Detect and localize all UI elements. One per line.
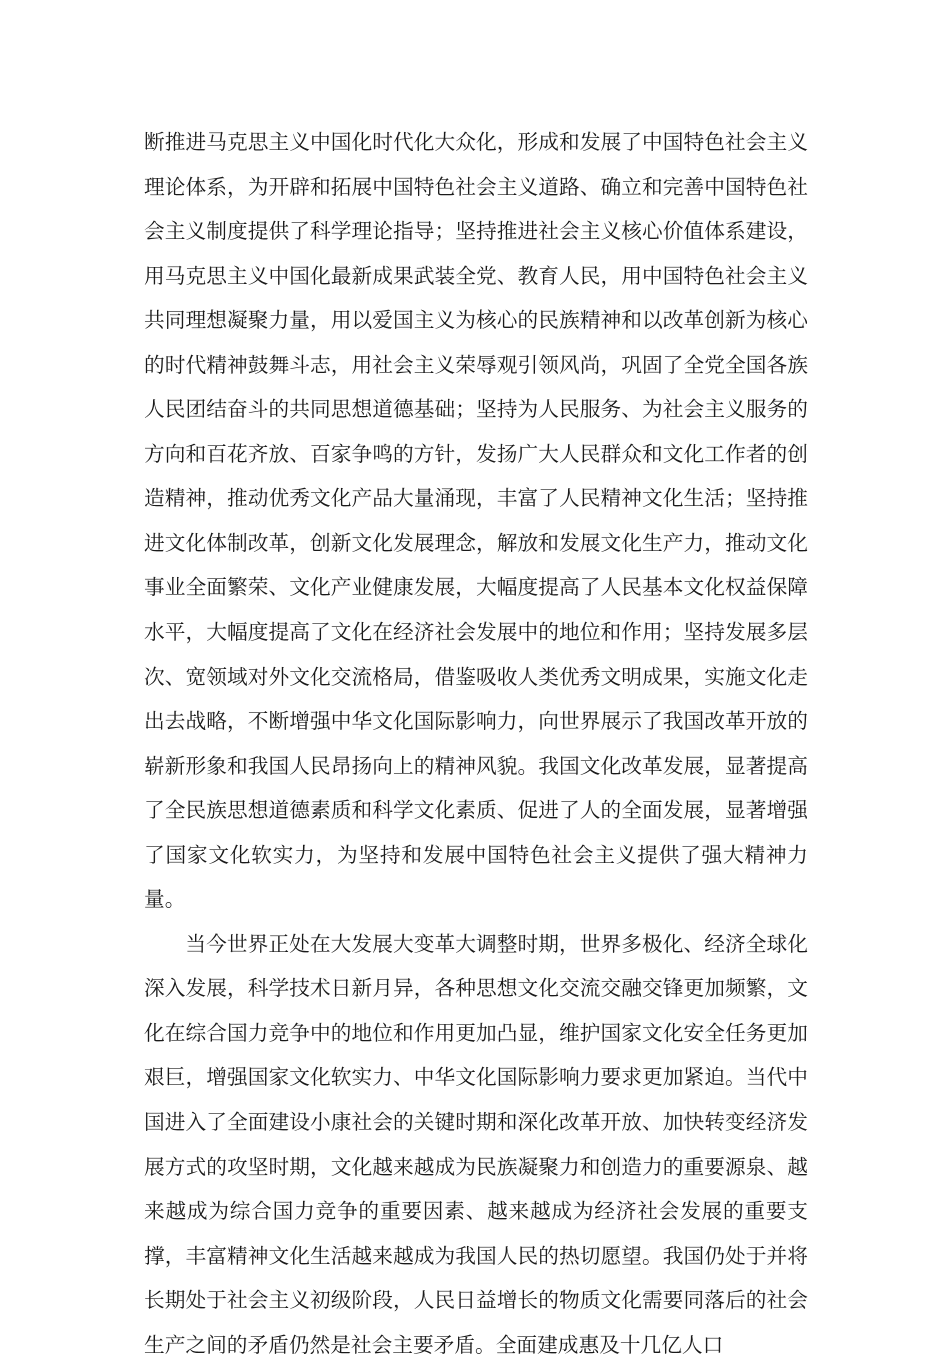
paragraph-1: 断推进马克思主义中国化时代化大众化，形成和发展了中国特色社会主义理论体系，为开辟和拓展中国特色社会主义道路、确立和完善中国特色社会主义制度提供了科学理论指导；坚持推进社会主义核心价值体系建设，用马克思主义中国化最新成果武装全党、教育人民，用中国特色社会主义共同理想凝聚力量，用以爱国主义为核心的民族精神和以改革创新为核心的时代精神鼓舞斗志，用社会主义荣辱观引领风尚，巩固了全党全国各族人民团结奋斗的共同思想道德基础；坚持为人民服务、为社会主义服务的方向和百花齐放、百家争鸣的方针，发扬广大人民群众和文化工作者的创造精神，推动优秀文化产品大量涌现，丰富了人民精神文化生活；坚持推进文化体制改革，创新文化发展理念，解放和发展文化生产力，推动文化事业全面繁荣、文化产业健康发展，大幅度提高了人民基本文化权益保障水平，大幅度提高了文化在经济社会发展中的地位和作用；坚持发展多层次、宽领域对外文化交流格局，借鉴吸收人类优秀文明成果，实施文化走出去战略，不断增强中华文化国际影响力，向世界展示了我国改革开放的崭新形象和我国人民昂扬向上的精神风貌。我国文化改革发展，显著提高了全民族思想道德素质和科学文化素质、促进了人的全面发展，显著增强了国家文化软实力，为坚持和发展中国特色社会主义提供了强大精神力量。 — [144, 130, 808, 912]
paragraph-2: 当今世界正处在大发展大变革大调整时期，世界多极化、经济全球化深入发展，科学技术日新月异，各种思想文化交流交融交锋更加频繁，文化在综合国力竞争中的地位和作用更加凸显，维护国家文化安全任务更加艰巨，增强国家文化软实力、中华文化国际影响力要求更加紧迫。当代中国进入了全面建设小康社会的关键时期和深化改革开放、加快转变经济发展方式的攻坚时期，文化越来越成为民族凝聚力和创造力的重要源泉、越来越成为综合国力竞争的重要因素、越来越成为经济社会发展的重要支撑，丰富精神文化生活越来越成为我国人民的热切愿望。我国仍处于并将长期处于社会主义初级阶段，人民日益增长的物质文化需要同落后的社会生产之间的矛盾仍然是社会主要矛盾。全面建成惠及十几亿人口 — [144, 931, 808, 1357]
body-text — [144, 120, 808, 1367]
